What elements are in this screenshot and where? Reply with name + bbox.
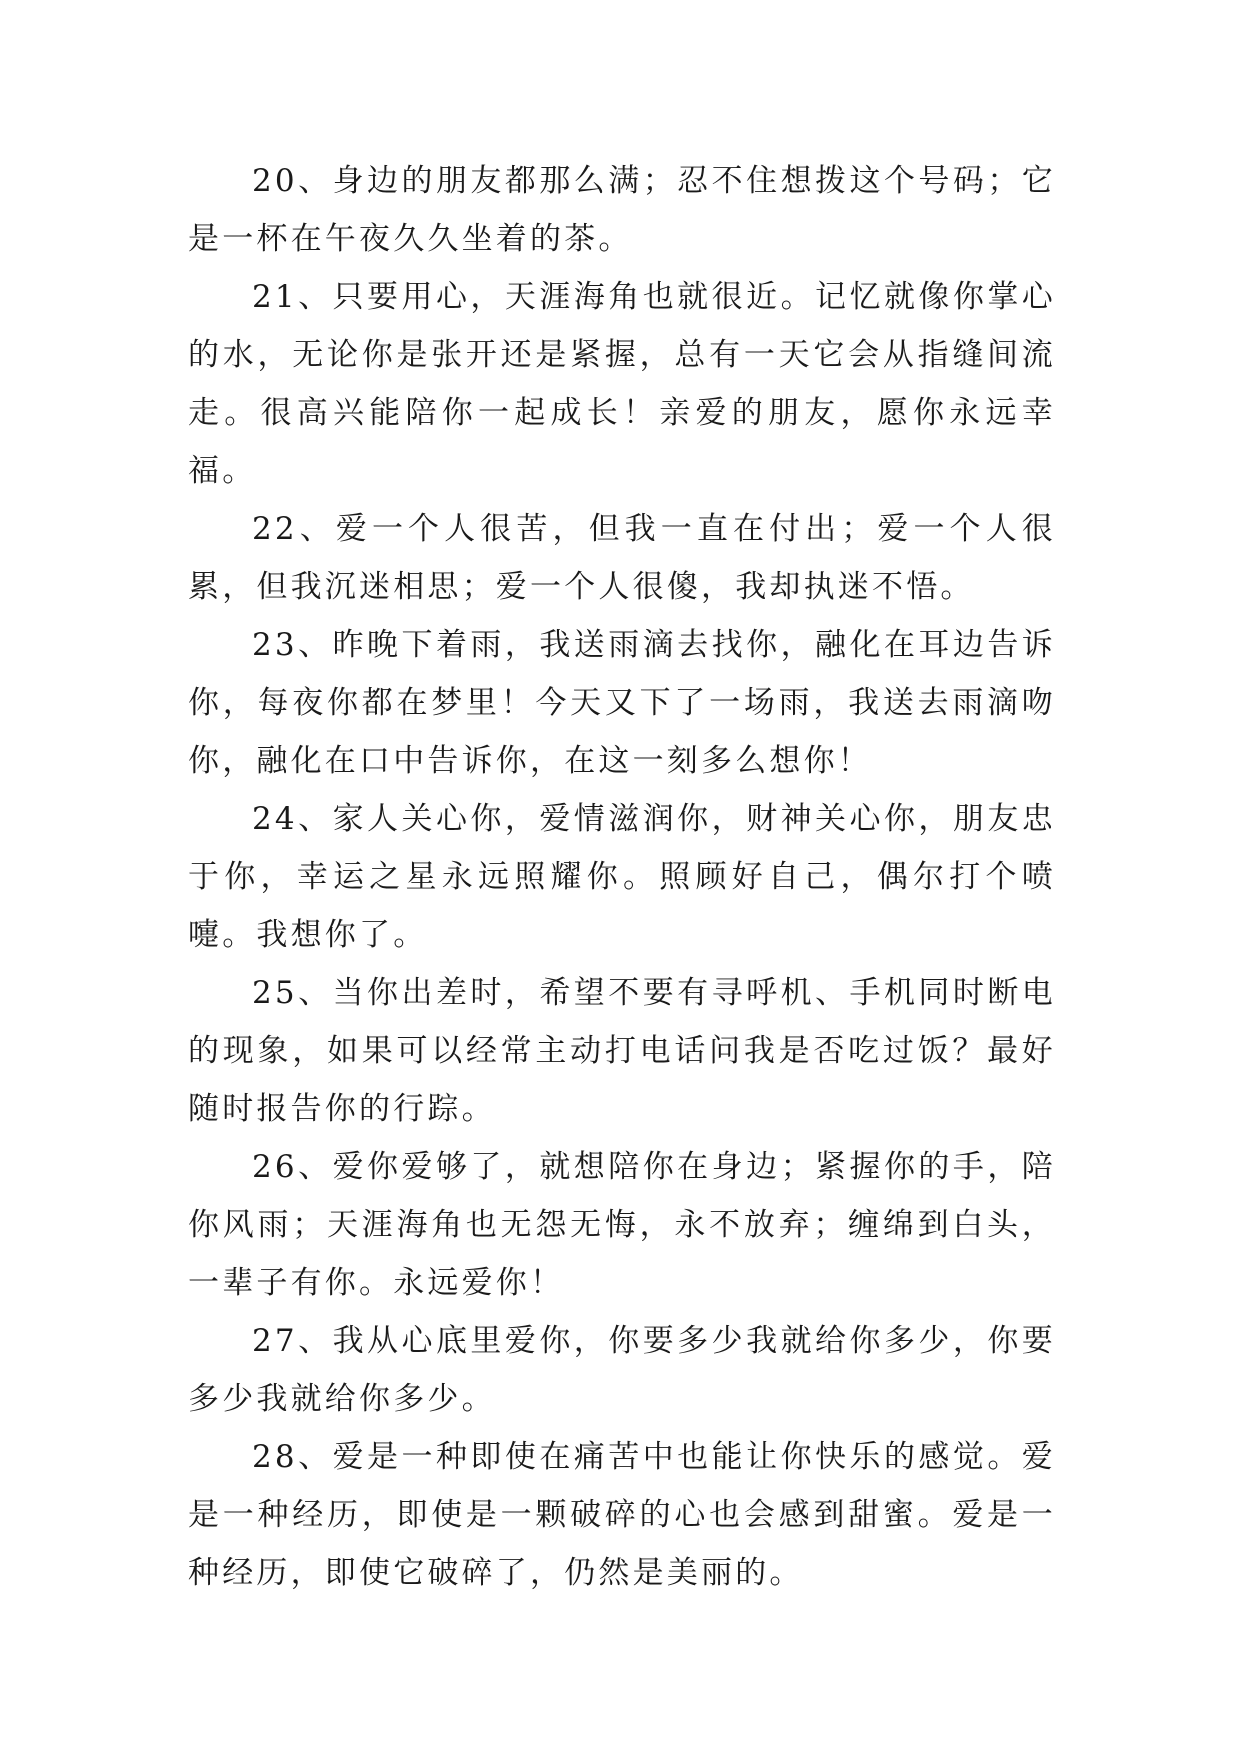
paragraph-22: 22、爱一个人很苦，但我一直在付出；爱一个人很累，但我沉迷相思；爱一个人很傻，我却执迷不悟。 bbox=[188, 511, 1056, 605]
paragraph-28: 28、爱是一种即使在痛苦中也能让你快乐的感觉。爱是一种经历，即使是一颗破碎的心也会感到甜蜜。爱是一种经历，即使它破碎了，仍然是美丽的。 bbox=[188, 1439, 1056, 1591]
paragraph-21: 21、只要用心，天涯海角也就很近。记忆就像你掌心的水，无论你是张开还是紧握，总有一天它会从指缝间流走。很高兴能陪你一起成长！亲爱的朋友，愿你永远幸福。 bbox=[188, 279, 1056, 489]
document-body bbox=[188, 152, 1056, 1602]
paragraph-27: 27、我从心底里爱你，你要多少我就给你多少，你要多少我就给你多少。 bbox=[188, 1323, 1056, 1417]
paragraph-26: 26、爱你爱够了，就想陪你在身边；紧握你的手，陪你风雨；天涯海角也无怨无悔，永不放弃；缠绵到白头，一辈子有你。永远爱你！ bbox=[188, 1149, 1056, 1301]
paragraph-20: 20、身边的朋友都那么满；忍不住想拨这个号码；它是一杯在午夜久久坐着的茶。 bbox=[188, 163, 1056, 257]
paragraph-25: 25、当你出差时，希望不要有寻呼机、手机同时断电的现象，如果可以经常主动打电话问我是否吃过饭？最好随时报告你的行踪。 bbox=[188, 975, 1056, 1127]
paragraph-24: 24、家人关心你，爱情滋润你，财神关心你，朋友忠于你，幸运之星永远照耀你。照顾好自己，偶尔打个喷嚏。我想你了。 bbox=[188, 801, 1056, 953]
paragraph-23: 23、昨晚下着雨，我送雨滴去找你，融化在耳边告诉你，每夜你都在梦里！今天又下了一场雨，我送去雨滴吻你，融化在口中告诉你，在这一刻多么想你！ bbox=[188, 627, 1056, 779]
